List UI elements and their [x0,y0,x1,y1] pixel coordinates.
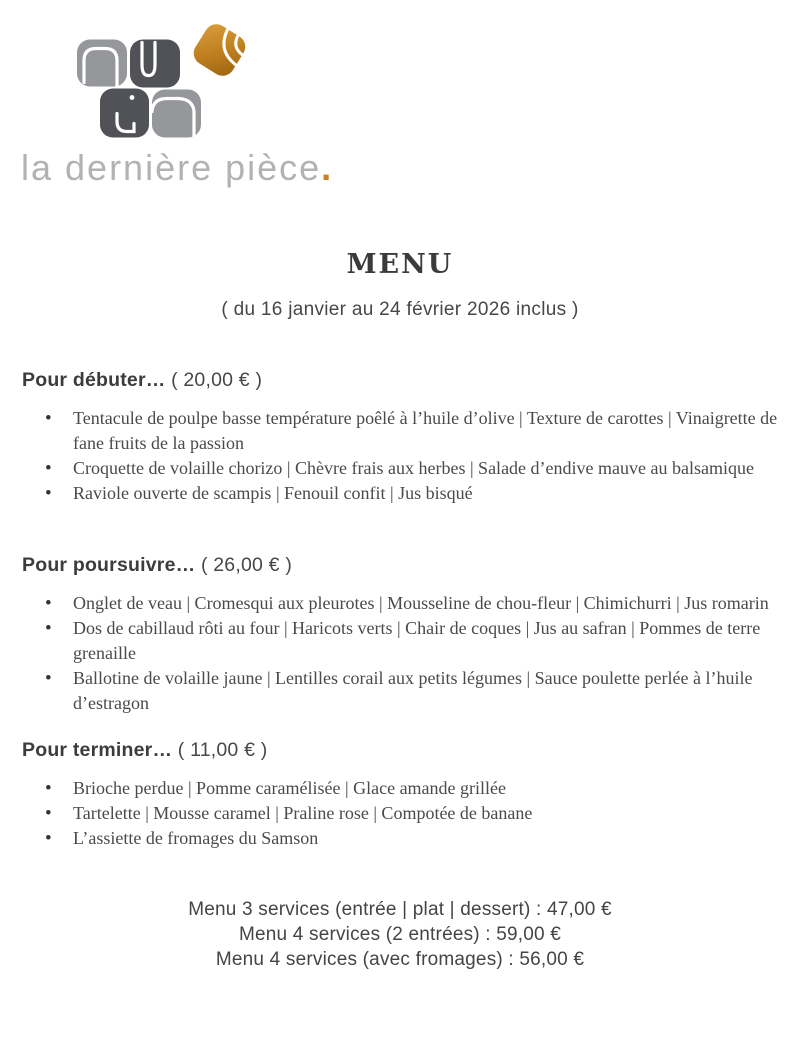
pricing-line: Menu 4 services (2 entrées) : 59,00 € [238,924,562,945]
brand-wordmark-text: la dernière pièce [21,147,322,188]
section-heading-starters [22,368,785,392]
section-name: Pour poursuivre… [22,554,196,576]
dish-list-starters [22,406,785,506]
section-name: Pour terminer… [22,739,173,761]
brand-wordmark-dot: . [321,147,332,188]
validity-dates: ( du 16 janvier au 24 février 2026 inclus ) [221,299,579,320]
section-heading-mains [22,553,785,577]
brand-header [0,0,800,230]
dish-item: • Croquette de volaille chorizo | Chèvre frais aux herbes | Salade d’endive mauve au balsamique [22,456,785,481]
dish-item: • Raviole ouverte de scampis | Fenouil confit | Jus bisqué [22,481,785,506]
dish-item: • Tentacule de poulpe basse température poêlé à l’huile d’olive | Texture de carottes | Vinaigrette de fane fruits de la passion [22,406,785,456]
menu-pricing [0,897,800,972]
dish-list-desserts [22,776,785,851]
dish-item: • L’assiette de fromages du Samson [22,826,785,851]
dish-item: • Brioche perdue | Pomme caramélisée | Glace amande grillée [22,776,785,801]
section-price: ( 11,00 € ) [177,739,268,761]
brand-logo-icon [60,18,260,146]
page-title: MENU [346,249,454,280]
section-heading-desserts [22,738,785,762]
section-price: ( 26,00 € ) [200,554,293,576]
pricing-line: Menu 4 services (avec fromages) : 56,00 € [215,949,585,970]
dish-item: • Tartelette | Mousse caramel | Praline rose | Compotée de banane [22,801,785,826]
dish-list-mains [22,591,785,716]
brand-wordmark [21,146,331,190]
section-name: Pour débuter… [22,369,166,391]
section-price: ( 20,00 € ) [171,369,263,391]
pricing-line: Menu 3 services (entrée | plat | dessert) : 47,00 € [188,899,612,920]
dish-item: • Ballotine de volaille jaune | Lentilles corail aux petits légumes | Sauce poulette perlée à l’huile d’estragon [22,666,785,716]
dish-item: • Dos de cabillaud rôti au four | Haricots verts | Chair de coques | Jus au safran | Pommes de terre grenaille [22,616,785,666]
dish-item: • Onglet de veau | Cromesqui aux pleurotes | Mousseline de chou-fleur | Chimichurri | Jus romarin [22,591,785,616]
